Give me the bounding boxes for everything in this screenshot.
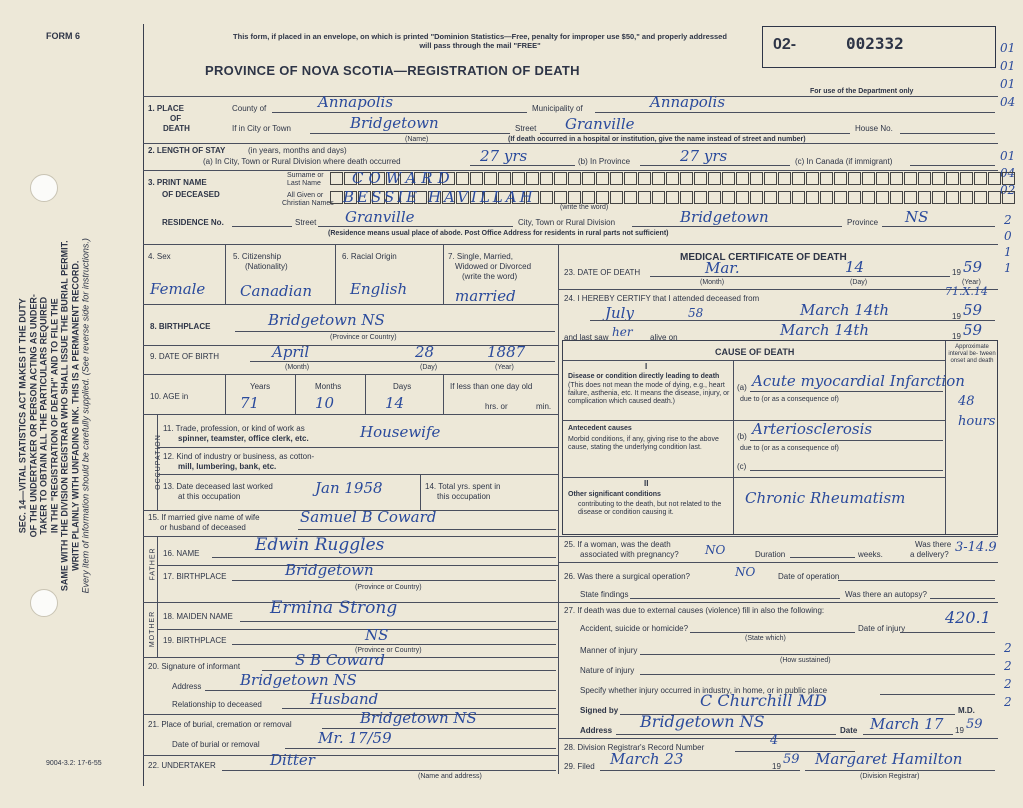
stay-city-value: 27 yrs: [480, 147, 528, 165]
birth-month-value: April: [272, 343, 310, 361]
father-name-value: Edwin Ruggles: [255, 535, 385, 555]
informant-address-value: Bridgetown NS: [240, 671, 357, 689]
margin-code: 2: [1004, 641, 1012, 655]
racial-origin-value: English: [350, 280, 408, 298]
margin-code: 2: [1004, 677, 1012, 691]
age-years-value: 71: [240, 394, 260, 412]
margin-note-24: 71.X.14: [945, 285, 988, 298]
disease-instruction: (This does not mean the mode of dying, e.g., heart failure, asthenia, etc. It means the disease, injury, or complication which caused death.): [568, 382, 730, 405]
alive-on-value: March 14th: [780, 321, 870, 339]
given-names-value: BESSIE HAVILLAH: [343, 188, 536, 206]
margin-code: 04: [1000, 95, 1016, 109]
city-value: Bridgetown: [350, 114, 439, 132]
alive-year-value: 59: [963, 321, 983, 339]
age-days-value: 14: [385, 394, 405, 412]
other-conditions-value: Chronic Rheumatism: [745, 489, 906, 507]
residence-province-value: NS: [905, 208, 929, 226]
antecedent-instruction: Morbid conditions, if any, giving rise to the above cause, stating the underlying condition last.: [568, 436, 719, 451]
filed-year-value: 59: [783, 752, 800, 767]
death-day-value: 14: [845, 258, 865, 276]
trade-value: Housewife: [360, 423, 441, 441]
margin-code: 02: [1000, 183, 1016, 197]
margin-code: 2: [1004, 695, 1012, 709]
form-number: FORM 6: [46, 31, 81, 41]
form-title: PROVINCE OF NOVA SCOTIA—REGISTRATION OF DEATH: [205, 63, 580, 78]
mother-maiden-name-value: Ermina Strong: [270, 598, 398, 618]
mail-notice: This form, if placed in an envelope, on which is printed "Dominion Statistics—Free, penalty for improper use $50," and properly addressed will pass through the mail "FREE": [233, 32, 727, 50]
father-birthplace-value: Bridgetown: [285, 561, 374, 579]
birth-year-value: 1887: [487, 343, 526, 361]
margin-note-injury: 420.1: [945, 608, 991, 627]
signer-value: C Churchill MD: [700, 691, 827, 710]
residence-city-value: Bridgetown: [680, 208, 769, 226]
death-year-value: 59: [963, 258, 983, 276]
mother-birthplace-value: NS: [365, 626, 389, 644]
margin-code: 04: [1000, 166, 1016, 180]
department-use-note: For use of the Department only: [810, 88, 914, 95]
sidebar-notice: SEC. 14—VITAL STATISTICS ACT MAKES IT THE DUTY OF THE UNDERTAKER OR PERSON ACTING AS UNDER- TAKER TO OBTAIN ALL THE PARTICULARS REQUIRED IN THE "REGISTRATION OF DEATH" AND TO FILE THE SAME WITH THE DIVISION REGISTRAR WHO SHALL ISSUE THE BURIAL PERMIT. WRITE PLAINLY WITH UNFADING INK. THIS IS A PERMANENT RECORD. Every item of information should be carefully supplied. (See reverse side for instructions.): [17, 238, 91, 594]
father-side-label: FATHER: [149, 547, 157, 581]
surgery-value: NO: [735, 565, 756, 579]
other-conditions-instruction: contributing to the death, but not related to the disease or condition causing it.: [578, 501, 722, 516]
mother-side-label: MOTHER: [149, 610, 157, 648]
sex-value: Female: [150, 280, 206, 298]
residence-street-value: Granville: [345, 208, 415, 226]
filed-date-value: March 23: [610, 750, 684, 768]
attended-from-value: July: [605, 304, 634, 322]
certifier-address-value: Bridgetown NS: [640, 712, 765, 731]
margin-code: 1: [1004, 261, 1012, 275]
registration-number: 002332: [846, 34, 904, 53]
surname-value: COWARD: [352, 169, 455, 187]
margin-code: 01: [1000, 41, 1016, 55]
occupation-side-label: OCCUPATION: [154, 434, 162, 490]
county-value: Annapolis: [318, 93, 394, 111]
informant-signature-value: S B Coward: [295, 651, 385, 669]
citizenship-value: Canadian: [240, 282, 313, 300]
age-months-value: 10: [315, 394, 335, 412]
margin-code: 2: [1004, 213, 1012, 227]
spouse-value: Samuel B Coward: [300, 508, 437, 526]
margin-code: 2: [1004, 659, 1012, 673]
margin-code: 01: [1000, 59, 1016, 73]
pregnancy-value: NO: [705, 543, 726, 557]
cause-a-value: Acute myocardial Infarction: [752, 372, 965, 390]
attended-to-value: March 14th: [800, 301, 890, 319]
stay-province-value: 27 yrs: [680, 147, 728, 165]
cause-b-value: Arteriosclerosis: [752, 420, 873, 438]
margin-code: 01: [1000, 77, 1016, 91]
undertaker-value: Ditter: [270, 751, 315, 769]
death-registration-form: SEC. 14—VITAL STATISTICS ACT MAKES IT THE DUTY OF THE UNDERTAKER OR PERSON ACTING AS UNDER- TAKER TO OBTAIN ALL THE PARTICULARS REQUIRED IN THE "REGISTRATION OF DEATH" AND TO FILE THE SAME WITH THE DIVISION REGISTRAR WHO SHALL ISSUE THE BURIAL PERMIT. WRITE PLAINLY WITH UNFADING INK. THIS IS A PERMANENT RECORD. Every item of information should be carefully supplied. (See reverse side for instructions.) FORM 6 9004-3.2: 17-6-55 This form, if placed in an envelope, on which is printed "Dominion Statistics—Free, penalty for improper use $50," and properly addressed will pass through the mail "FREE" PROVINCE OF NOVA SCOTIA—REGISTRATION OF DEATH 02- 002332 For use of the Department only 01 01 01 04 01 04 02 2 0 1 1 2 2 2 2 1. PLACE OF DEATH County of Annapolis Municipality of Annapolis If in City or Town Bridgetown (Name) Street Granville House No. (If death occurred in a hospital or institution, give the name instead of street and number) 2. LENGTH OF STAY (in years, months and days) (a) In City, Town or Rural Division where death occurred 27 yrs (b) In Province 27 yrs (c) In Canada (if immigrant) 3. PRINT NAME OF DECEASED Surname or Last Name All Given or Christian Names (write the word) COWARD BESSIE HAVILLAH RESIDENCE No. Street Granville City, Town or Rural Division Bridgetown Province NS (Residence means usual place of abode. Post Office Address for residents in rural parts not sufficient) 4. Sex 5. Citizenship (Nationality) 6. Racial Origin 7. Single, Married, Widowed or Divorced (write the word) Female Canadian English married 8. BIRTHPLACE Bridgetown NS (Province or Country) 9. DATE OF BIRTH April 28 1887 (Month) (Day) (Year) 10. AGE in Years Months Days If less than one day old hrs. or min. 71 10 14 OCCUPATION 11. Trade, profession, or kind of work as spinner, teamster, office clerk, etc. Housewife 12. Kind of industry or business, as cotton- mill, lumbering, bank, etc. 13. Date deceased last worked at this occupation Jan 1958 14. Total yrs. spent in this occupation 15. If married give name of wife or husband of deceased Samuel B Coward FATHER 16. NAME Edwin Ruggles 17. BIRTHPLACE Bridgetown (Province or Country) MOTHER 18. MAIDEN NAME Ermina Strong 19. BIRTHPLACE NS (Province or Country) 20. Signature of informant S B Coward Address Bridgetown NS Relationship to deceased Husband 21. Place of burial, cremation or removal Bridgetown NS Date of burial or removal Mr. 17/59 22. UNDERTAKER Ditter (Name and address) MEDICAL CERTIFICATE OF DEATH 23. DATE OF DEATH Mar. 14 19 59 (Month) (Day) (Year) 24. I HEREBY CERTIFY that I attended deceased from 71.X.14 July 58 March 14th 19 59 and last saw her alive on March 14th 19 59 CAUSE OF DEATH Approximate interval be- tween onset and death I Disease or condition directly leading to death (This does not mean the mode of dying, e.g., heart failure, asthenia, etc. It means the disease, injury, or complication which caused death.) (a) Acute myocardial Infarction 48 hours due to (or as a consequence of) Antecedent causes Morbid conditions, if any, giving rise to the above cause, stating the underlying condition last. (b) Arteriosclerosis due to (or as a consequence of) (c) II Other significant conditions contributing to the death, but not related to the disease or condition causing it. Chronic Rheumatism 25. If a woman, was the death associated with pregnancy? NO Duration weeks. Was there a delivery? 3-14.9 26. Was there a surgical operation? NO Date of operation State findings Was there an autopsy? 27. If death was due to external causes (violence) fill in also the following: Accident, suicide or homicide? (State which) Date of injury 420.1 Manner of injury (How sustained) Nature of injury Specify whether injury occurred in industry, in home, or in public place Signed by C Churchill MD M.D. Address Bridgetown NS Date March 17 19 59 28. Division Registrar's Record Number 4 29. Filed March 23 19 59 Margaret Hamilton (Division Registrar): [0, 0, 1023, 808]
burial-date-value: Mr. 17/59: [318, 729, 392, 747]
birthplace-value: Bridgetown NS: [268, 311, 385, 329]
attended-to-year-value: 59: [963, 301, 983, 319]
attended-from-year-value: 58: [688, 306, 704, 320]
municipality-value: Annapolis: [650, 93, 726, 111]
interval-a-value: 48 hours: [958, 394, 996, 429]
birth-day-value: 28: [415, 343, 435, 361]
print-code: 9004-3.2: 17-6-55: [46, 760, 102, 767]
margin-code: 01: [1000, 149, 1016, 163]
registrar-signature-value: Margaret Hamilton: [815, 750, 963, 768]
last-saw-value: her: [612, 325, 633, 339]
margin-code: 0: [1004, 229, 1012, 243]
death-month-value: Mar.: [705, 259, 740, 277]
relationship-value: Husband: [310, 690, 379, 708]
street-value: Granville: [565, 115, 635, 133]
margin-note-pregnancy: 3-14.9: [955, 540, 997, 555]
marital-status-value: married: [455, 287, 516, 305]
certifier-date-value: March 17: [870, 715, 944, 733]
burial-place-value: Bridgetown NS: [360, 709, 477, 727]
last-worked-value: Jan 1958: [315, 479, 383, 497]
registration-prefix: 02-: [773, 36, 797, 53]
interval-header: Approximate interval be- tween onset and death: [948, 344, 996, 364]
record-number-value: 4: [770, 733, 779, 748]
certifier-year-value: 59: [966, 717, 983, 732]
margin-code: 1: [1004, 245, 1012, 259]
